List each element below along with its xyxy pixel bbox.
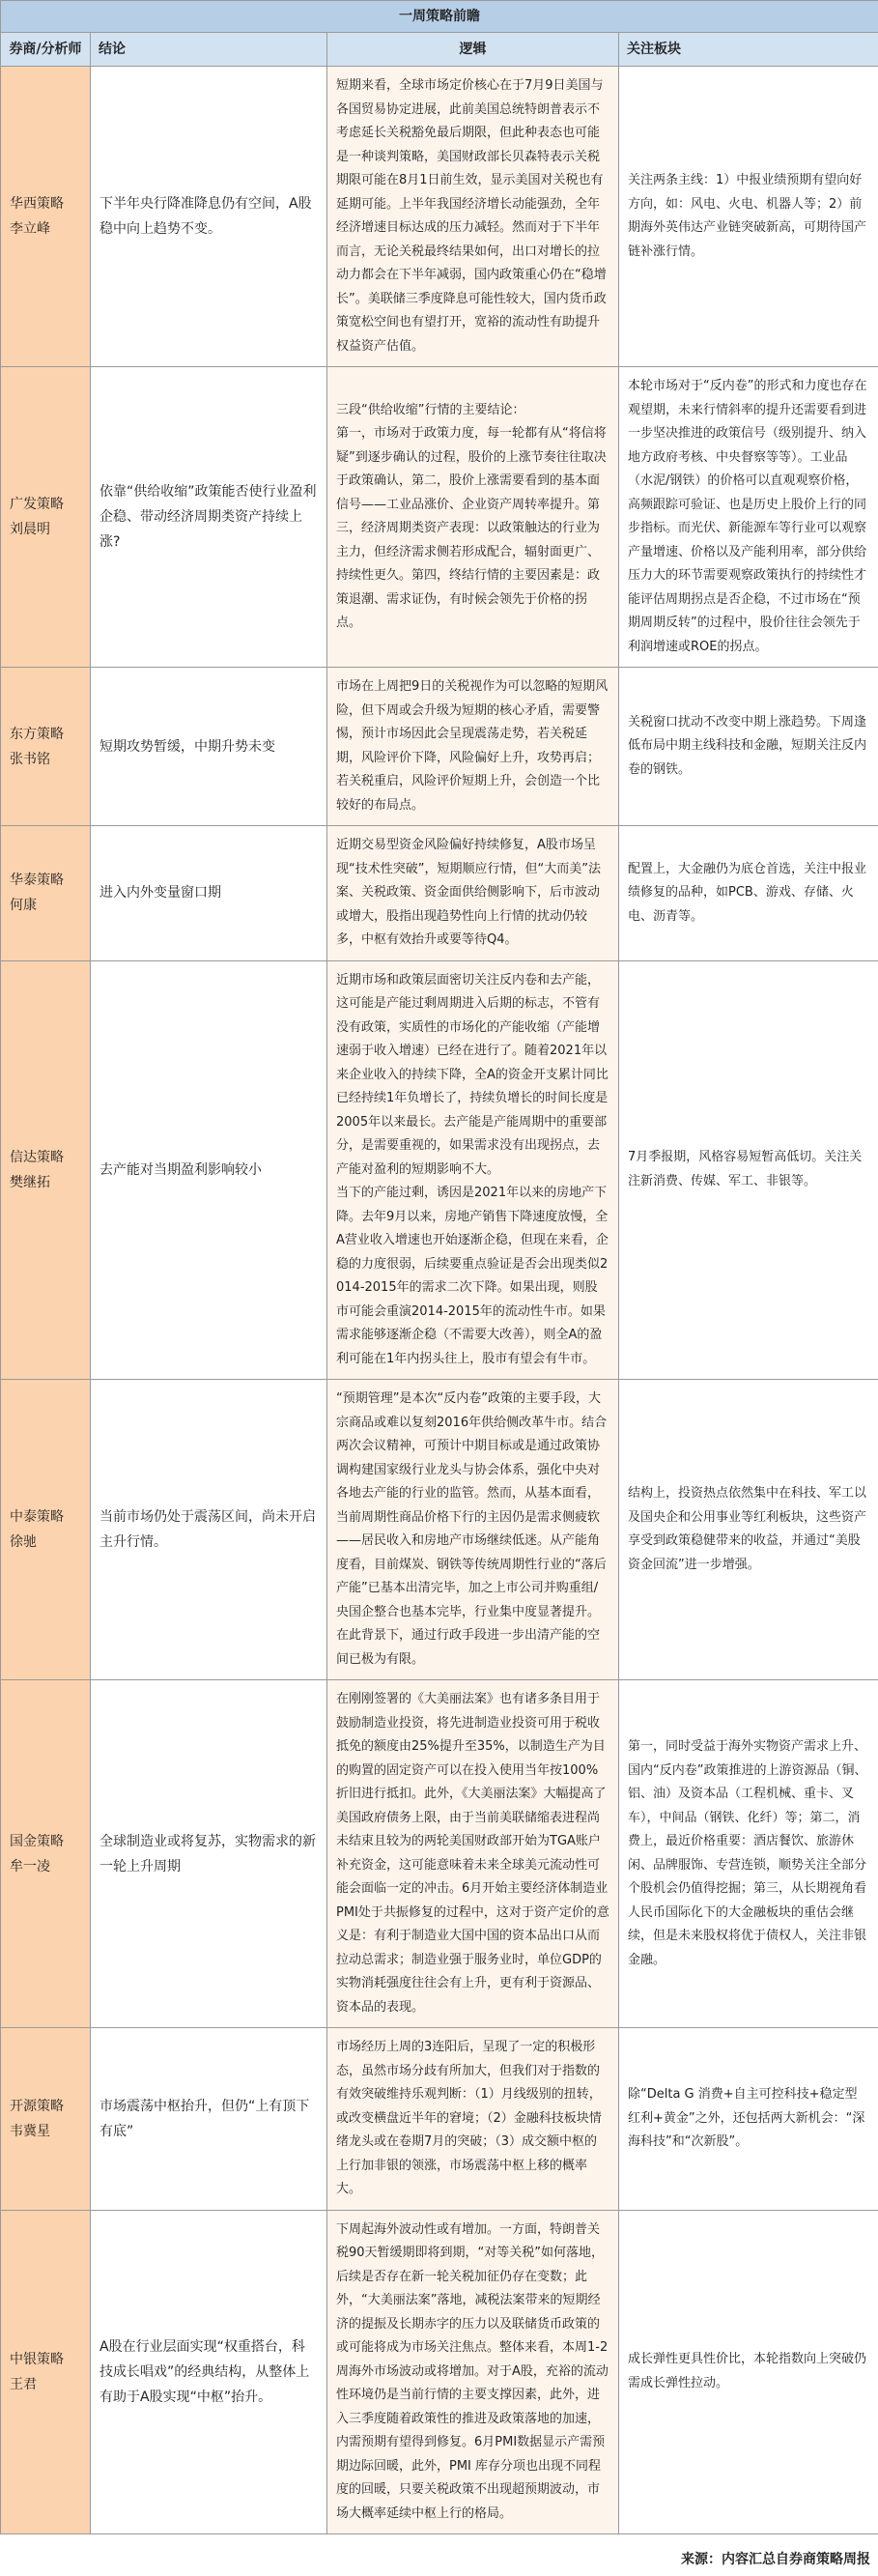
broker-analyst-cell — [1, 960, 91, 1380]
conclusion-cell: 当前市场仍处于震荡区间，尚未开启主升行情。 — [91, 1380, 327, 1680]
analyst-name: 徐驰 — [10, 1534, 37, 1550]
sectors-cell: 结构上，投资热点依然集中在科技、军工以及国央企和公用事业等红利板块，这些资产享受到政策稳健带来的收益，并通过“美股资金回流”进一步增强。 — [619, 1380, 878, 1680]
sectors-cell: 本轮市场对于“反内卷”的形式和力度也存在观望期，未来行情斜率的提升还需要看到进一步坚决推进的政策信号（级别提升、纳入地方政府考核、中央督察等等）。工业品（水泥/钢铁）的价格可以直观观察价格，高频跟踪可验证、也是历史上股价上行的同步指标。而光伏、新能源车等行业可以观察产量增速、价格以及产能利用率，部分供给压力大的环节需要观察政策执行的持续性才能评估周期拐点是否企稳，不过市场在“预期周期反转”的过程中，股价往往会领先于利润增速或ROE的拐点。 — [619, 367, 878, 668]
header-conclusion: 结论 — [91, 33, 327, 67]
broker-name: 开源策略 — [10, 2098, 64, 2114]
conclusion-cell: 市场震荡中枢抬升，但仍“上有顶下有底” — [91, 2028, 327, 2211]
broker-analyst-cell — [1, 2028, 91, 2211]
logic-cell: 市场在上周把9日的关税视作为可以忽略的短期风险，但下周或会升级为短期的核心矛盾，需要警惕，预计市场因此会呈现震荡走势，若关税延期，风险评价下降，风险偏好上升，攻势再启；若关税重启，风险评价短期上升，会创造一个比较好的布局点。 — [327, 668, 619, 826]
logic-cell: “预期管理”是本次“反内卷”政策的主要手段，大宗商品或难以复刻2016年供给侧改革牛市。结合两次会议精神，可预计中期目标或是通过政策协调构建国家级行业龙头与协会体系，强化中央对各地去产能的行业的监管。然而，从基本面看，当前周期性商品价格下行的主因仍是需求侧疲软——居民收入和房地产市场继续低迷。从产能角度看，目前煤炭、钢铁等传统周期性行业的“落后产能”已基本出清完毕，加之上市公司并购重组/央国企整合也基本完毕，行业集中度显著提升。在此背景下，通过行政手段进一步出清产能的空间已极为有限。 — [327, 1380, 619, 1680]
analyst-name: 张书铭 — [10, 751, 50, 767]
analyst-name: 何康 — [10, 898, 37, 914]
broker-analyst-cell — [1, 668, 91, 826]
analyst-name: 牟一凌 — [10, 1858, 50, 1875]
conclusion-cell: 短期攻势暂缓，中期升势未变 — [91, 668, 327, 826]
sectors-cell: 7月季报期，风格容易短暂高低切。关注关注新消费、传媒、军工、非银等。 — [619, 960, 878, 1380]
table-row — [1, 367, 878, 668]
logic-cell: 近期交易型资金风险偏好持续修复，A股市场呈现“技术性突破”，短期顺应行情，但“大而美”法案、关税政策、资金面供给侧影响下，后市波动或增大，股指出现趋势性向上行情的扰动仍较多，中枢有效抬升或要等待Q4。 — [327, 826, 619, 961]
table-body — [1, 67, 878, 2534]
logic-cell: 下周起海外波动性或有增加。一方面，特朗普关税90天暂缓期即将到期，“对等关税”如何落地，后续是否存在新一轮关税加征仍存在变数；此外，“大美丽法案”落地，减税法案带来的短期经济的提振及长期赤字的压力以及联储货币政策的或可能将成为市场关注焦点。整体来看，本周1-2周海外市场波动或将增加。对于A股，充裕的流动性环境仍是当前行情的主要支撑因素，此外，进入三季度随着政策性的推进及政策落地的加速，内需预期有望得到修复。6月PMI数据显示产需预期边际回暖，此外，PMI 库存分项也出现不同程度的回暖，只要关税政策不出现超预期波动，市场大概率延续中枢上行的格局。 — [327, 2210, 619, 2534]
header-logic: 逻辑 — [327, 33, 619, 67]
table-row — [1, 668, 878, 826]
broker-name: 华西策略 — [10, 196, 64, 212]
analyst-name: 李立峰 — [10, 221, 50, 237]
table-row — [1, 67, 878, 367]
broker-analyst-cell — [1, 367, 91, 668]
sectors-cell: 成长弹性更具性价比，本轮指数向上突破仍需成长弹性拉动。 — [619, 2210, 878, 2534]
broker-name: 华泰策略 — [10, 873, 64, 889]
sectors-cell: 第一，同时受益于海外实物资产需求上升、国内“反内卷”政策推进的上游资源品（铜、铝、油）及资本品（工程机械、重卡、叉车），中间品（钢铁、化纤）等；第二，消费上，最近价格重要：酒店餐饮、旅游休闲、品牌服饰、专营连锁，顺势关注全部分个股机会仍值得挖掘；第三，从长期视角看人民币国际化下的大金融板块的重估会继续，但是未来股权将优于债权人，关注非银金融。 — [619, 1680, 878, 2028]
broker-name: 东方策略 — [10, 726, 64, 742]
broker-analyst-cell — [1, 67, 91, 367]
logic-cell: 近期市场和政策层面密切关注反内卷和去产能，这可能是产能过剩周期进入后期的标志，不管有没有政策，实质性的市场化的产能收缩（产能增速弱于收入增速）已经在进行了。随着2021年以来企业收入的持续下降，全A的资金开支累计同比已经持续1年负增长了，持续负增长的时间长度是2005年以来最长。去产能是产能周期中的重要部分，是需要重视的，如果需求没有出现拐点，去产能对盈利的短期影响不大。 当下的产能过剩，诱因是2021年以来的房地产下降。去年9月以来，房地产销售下降速度放慢，全A营业收入增速也开始逐渐企稳，但现在来看，企稳的力度很弱，后续要重点验证是否会出现类似2014-2015年的需求二次下降。如果出现，则股市可能会重演2014-2015年的流动性牛市。如果需求能够逐渐企稳（不需要大改善），则全A的盈利可能在1年内拐头往上，股市有望会有牛市。 — [327, 960, 619, 1380]
analyst-name: 王君 — [10, 2376, 37, 2392]
sectors-cell: 关注两条主线：1）中报业绩预期有望向好方向，如：风电、火电、机器人等；2）前期海外英伟达产业链突破新高，可期待国产链补涨行情。 — [619, 67, 878, 367]
conclusion-cell: 下半年央行降准降息仍有空间，A股稳中向上趋势不变。 — [91, 67, 327, 367]
broker-name: 国金策略 — [10, 1833, 64, 1849]
broker-analyst-cell — [1, 1380, 91, 1680]
table-row — [1, 2210, 878, 2534]
logic-cell: 在刚刚签署的《大美丽法案》也有诸多条目用于鼓励制造业投资，将先进制造业投资可用于税收抵免的额度由25%提升至35%，以制造生产为目的购置的固定资产可以在投入使用当年按100%折旧进行抵扣。此外，《大美丽法案》大幅提高了美国政府债务上限，由于当前美联储缩表进程尚未结束且较为的两轮美国财政部开始为TGA账户补充资金，这可能意味着未来全球美元流动性可能会面临一定的冲击。6月开始主要经济体制造业PMI处于共振修复的过程中，这对于资产定价的意义是：有利于制造业大国中国的资本品出口从而拉动总需求；制造业强于服务业时，单位GDP的实物消耗强度往往会有上升，更有利于资源品、资本品的表现。 — [327, 1680, 619, 2028]
sectors-cell: 除“Delta G 消费+自主可控科技+稳定型红利+黄金”之外，还包括两大新机会：“深海科技”和“次新股”。 — [619, 2028, 878, 2211]
source-note: 来源：内容汇总自券商策略周报 — [681, 2552, 870, 2567]
broker-name: 中泰策略 — [10, 1509, 64, 1525]
table-row — [1, 1680, 878, 2028]
conclusion-cell: A股在行业层面实现“权重搭台，科技成长唱戏”的经典结构，从整体上有助于A股实现“中枢”抬升。 — [91, 2210, 327, 2534]
analyst-name: 刘晨明 — [10, 522, 50, 537]
logic-cell: 市场经历上周的3连阳后，呈现了一定的积极形态，虽然市场分歧有所加大，但我们对于指数的有效突破维持乐观判断：（1）月线级别的扭转，或改变横盘近半年的窘境；（2）金融科技板块情绪龙头或在卷期7月的突破；（3）成交额中枢的上行加非银的领涨，市场震荡中枢上移的概率大。 — [327, 2028, 619, 2211]
conclusion-cell: 进入内外变量窗口期 — [91, 826, 327, 961]
analyst-name: 樊继拓 — [10, 1174, 50, 1190]
analyst-name: 韦冀星 — [10, 2123, 50, 2139]
broker-analyst-cell — [1, 826, 91, 961]
table-title: 一周策略前瞻 — [1, 1, 878, 33]
broker-name: 广发策略 — [10, 497, 64, 512]
table-row — [1, 960, 878, 1380]
sectors-cell: 配置上，大金融仍为底仓首选，关注中报业绩修复的品种，如PCB、游戏、存储、火电、沥青等。 — [619, 826, 878, 961]
broker-name: 信达策略 — [10, 1149, 64, 1165]
conclusion-cell: 全球制造业或将复苏，实物需求的新一轮上升周期 — [91, 1680, 327, 2028]
broker-name: 中银策略 — [10, 2351, 64, 2367]
table-row — [1, 1380, 878, 1680]
broker-analyst-cell — [1, 1680, 91, 2028]
logic-cell: 短期来看，全球市场定价核心在于7月9日美国与各国贸易协定进展，此前美国总统特朗普表示不考虑延长关税豁免最后期限，但此种表态也可能是一种谈判策略，美国财政部长贝森特表示关税期限可能在8月1日前生效，显示美国对关税也有延期可能。上半年我国经济增长动能强劲，全年经济增速目标达成的压力减轻。然而对于下半年而言，无论关税最终结果如何，出口对增长的拉动力都会在下半年减弱，国内政策重心仍在“稳增长”。美联储三季度降息可能性较大，国内货币政策宽松空间也有望打开，宽裕的流动性有助提升权益资产估值。 — [327, 67, 619, 367]
broker-analyst-cell — [1, 2210, 91, 2534]
conclusion-cell: 去产能对当期盈利影响较小 — [91, 960, 327, 1380]
table-row — [1, 826, 878, 961]
sectors-cell: 关税窗口扰动不改变中期上涨趋势。下周逢低布局中期主线科技和金融，短期关注反内卷的钢铁。 — [619, 668, 878, 826]
header-org: 券商/分析师 — [1, 33, 91, 67]
table-row — [1, 2028, 878, 2211]
header-sectors: 关注板块 — [619, 33, 878, 67]
logic-cell: 三段“供给收缩”行情的主要结论： 第一，市场对于政策力度，每一轮都有从“将信将疑”到逐步确认的过程，股价的上涨节奏往往取决于政策确认，第二，股价上涨需要看到的基本面信号——工业品涨价、企业资产周转率提升。第三，经济周期类资产表现：以政策触达的行业为主力，但经济需求侧若形成配合，辐射面更广、持续性更久。第四，终结行情的主要因素是：政策退潮、需求证伪，有时候会领先于价格的拐点。 — [327, 367, 619, 668]
conclusion-cell: 依靠“供给收缩”政策能否使行业盈利企稳、带动经济周期类资产持续上涨? — [91, 367, 327, 668]
